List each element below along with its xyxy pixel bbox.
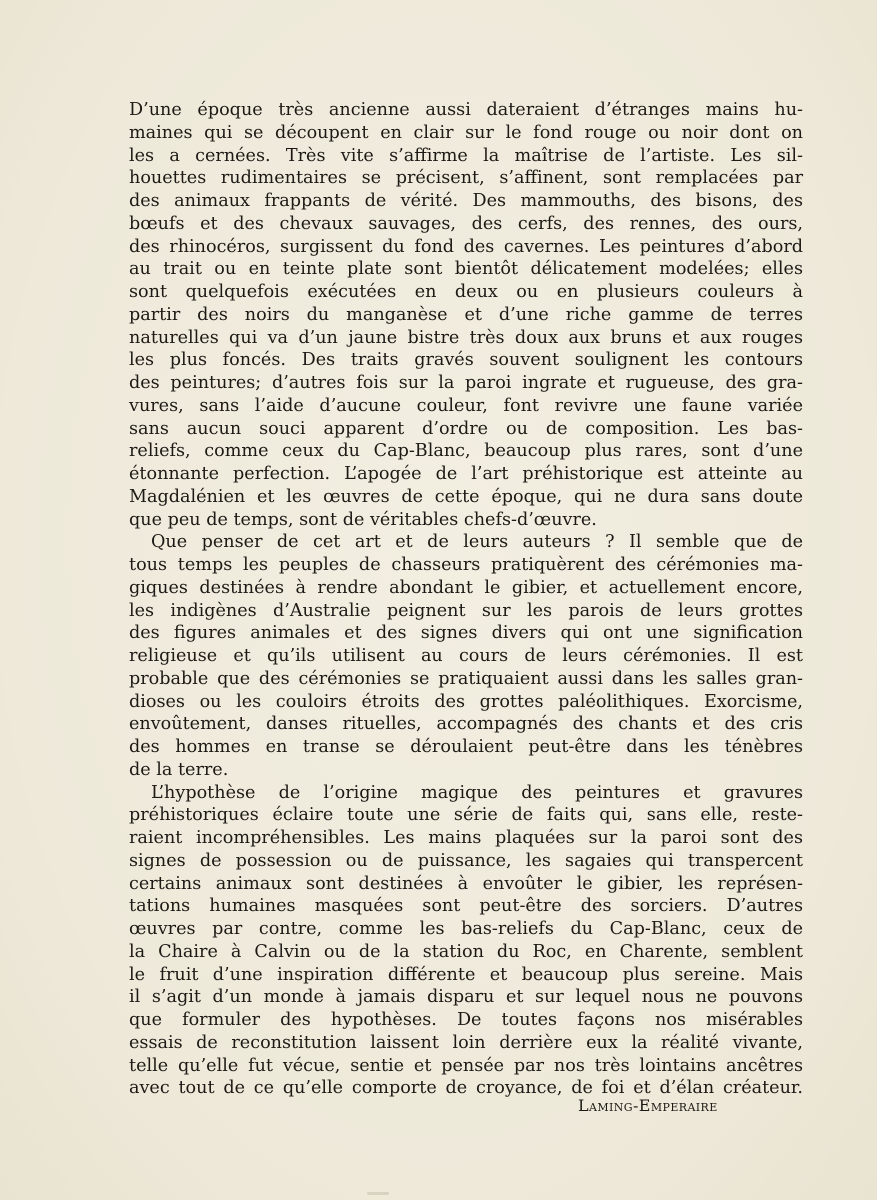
paper-blemish	[367, 1192, 389, 1195]
text-line: les plus foncés. Des traits gravés souvent soulignent les contours	[129, 350, 803, 371]
text-line: œuvres par contre, comme les bas-reliefs du Cap-Blanc, ceux de	[129, 919, 803, 939]
text-line: la Chaire à Calvin ou de la station du Roc, en Charente, semblent	[129, 941, 803, 962]
text-line: Que penser de cet art et de leurs auteurs ? Il semble que de	[151, 532, 803, 553]
text-line: sans aucun souci apparent d’ordre ou de composition. Les bas-	[129, 418, 803, 439]
text-line: raient incompréhensibles. Les mains plaquées sur la paroi sont des	[129, 828, 803, 848]
text-line: telle qu’elle fut vécue, sentie et pensée par nos très lointains ancêtres	[129, 1055, 803, 1076]
text-line: Magdalénien et les œuvres de cette époque, qui ne dura sans doute	[129, 486, 803, 507]
text-line: des rhinocéros, surgissent du fond des cavernes. Les peintures d’abord	[129, 236, 803, 257]
text-line: tations humaines masquées sont peut-être des sorciers. D’autres	[129, 896, 803, 917]
text-line: probable que des cérémonies se pratiquaient aussi dans les salles gran-	[129, 668, 803, 689]
text-line: les indigènes d’Australie peignent sur les parois de leurs grottes	[129, 600, 803, 621]
text-line: dioses ou les couloirs étroits des grottes paléolithiques. Exorcisme,	[129, 691, 803, 712]
text-line: envoûtement, danses rituelles, accompagnés des chants et des cris	[129, 714, 803, 735]
text-line: avec tout de ce qu’elle comporte de croyance, de foi et d’élan créateur.	[129, 1078, 803, 1099]
body-text	[129, 99, 803, 1100]
text-line: bœufs et des chevaux sauvages, des cerfs, des rennes, des ours,	[129, 213, 803, 234]
text-line: D’une époque très ancienne aussi dateraient d’étranges mains hu-	[129, 100, 803, 120]
text-line: le fruit d’une inspiration différente et beaucoup plus sereine. Mais	[129, 964, 803, 985]
text-line: préhistoriques éclaire toute une série de faits qui, sans elle, reste-	[129, 805, 803, 826]
text-line: reliefs, comme ceux du Cap-Blanc, beaucoup plus rares, sont d’une	[129, 441, 803, 462]
author-signature: Laming-Emperaire	[578, 1096, 718, 1115]
text-line: que formuler des hypothèses. De toutes façons nos misérables	[129, 1010, 803, 1030]
text-line: de la terre.	[129, 759, 229, 780]
text-line: des figures animales et des signes divers qui ont une signification	[129, 623, 803, 644]
text-line: des hommes en transe se déroulaient peut-être dans les ténèbres	[129, 737, 803, 757]
text-line: certains animaux sont destinées à envoûter le gibier, les représen-	[129, 873, 803, 894]
text-line: au trait ou en teinte plate sont bientôt délicatement modelées; elles	[129, 259, 803, 280]
text-line: il s’agit d’un monde à jamais disparu et sur lequel nous ne pouvons	[129, 987, 803, 1008]
text-line: les a cernées. Très vite s’affirme la maîtrise de l’artiste. Les sil-	[129, 145, 803, 166]
text-line: naturelles qui va d’un jaune bistre très doux aux bruns et aux rouges	[129, 327, 803, 348]
text-line: étonnante perfection. L’apogée de l’art préhistorique est atteinte au	[129, 464, 803, 484]
text-line: que peu de temps, sont de véritables chefs-d’œuvre.	[129, 509, 597, 530]
text-line: des animaux frappants de vérité. Des mammouths, des bisons, des	[129, 191, 803, 211]
text-line: giques destinées à rendre abondant le gibier, et actuellement encore,	[129, 577, 803, 598]
text-line: partir des noirs du manganèse et d’une riche gamme de terres	[129, 304, 803, 325]
text-line: signes de possession ou de puissance, les sagaies qui transpercent	[129, 850, 803, 871]
text-line: vures, sans l’aide d’aucune couleur, font revivre une faune variée	[129, 395, 803, 416]
text-line: maines qui se découpent en clair sur le fond rouge ou noir dont on	[129, 122, 803, 143]
text-line: sont quelquefois exécutées en deux ou en plusieurs couleurs à	[129, 282, 803, 302]
text-line: tous temps les peuples de chasseurs pratiquèrent des cérémonies ma-	[129, 555, 803, 575]
text-line: houettes rudimentaires se précisent, s’affinent, sont remplacées par	[129, 168, 803, 189]
text-line: des peintures; d’autres fois sur la paroi ingrate et rugueuse, des gra-	[129, 373, 803, 393]
text-line: religieuse et qu’ils utilisent au cours de leurs cérémonies. Il est	[129, 646, 803, 666]
text-line: essais de reconstitution laissent loin derrière eux la réalité vivante,	[129, 1032, 803, 1053]
text-line: L’hypothèse de l’origine magique des peintures et gravures	[151, 782, 803, 803]
